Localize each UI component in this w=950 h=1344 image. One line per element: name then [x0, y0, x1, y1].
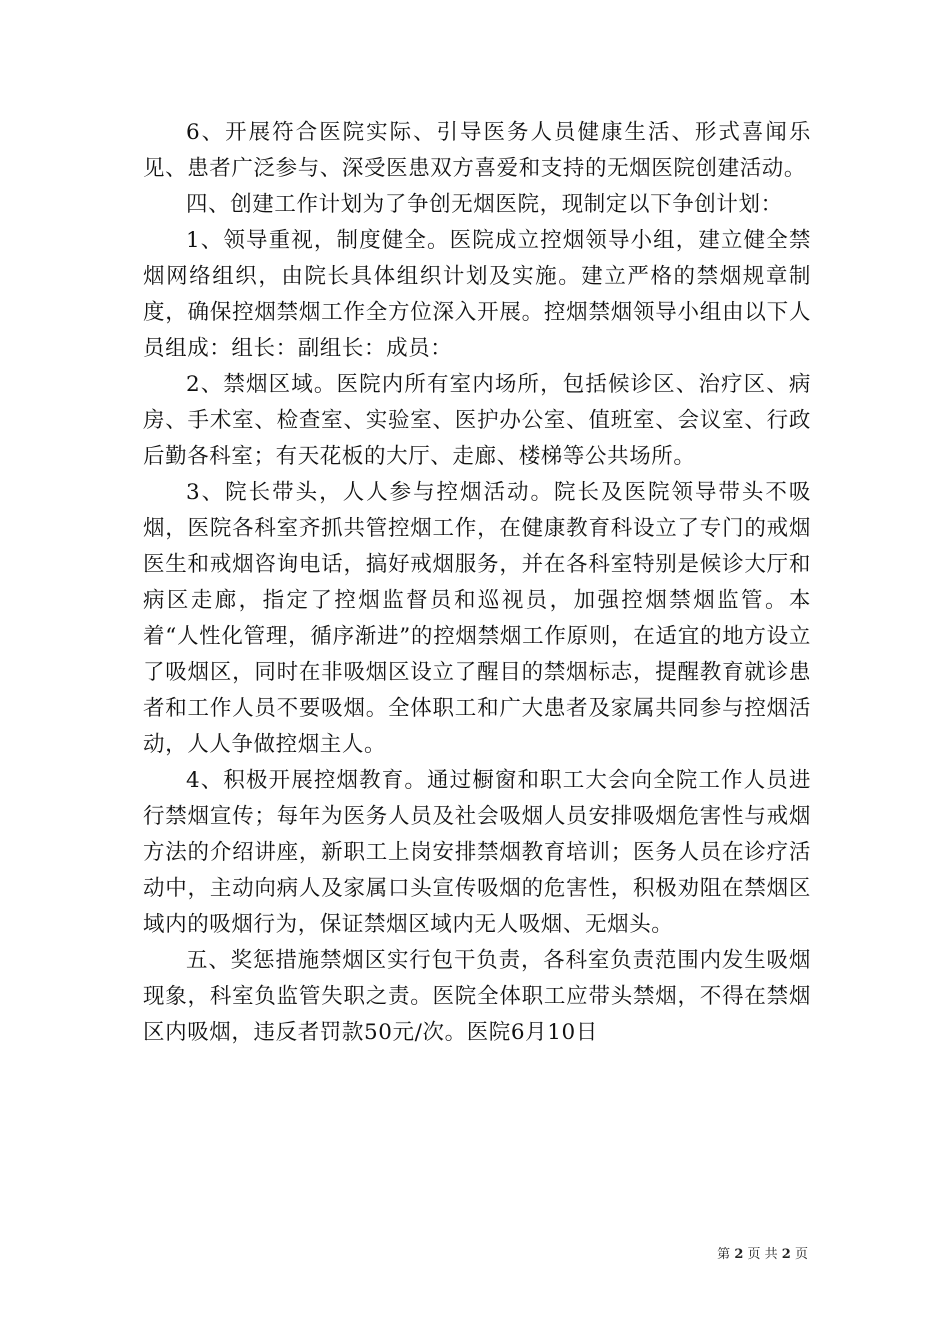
footer-prefix: 第	[717, 1247, 731, 1262]
paragraph-item-3: 3、院长带头，人人参与控烟活动。院长及医院领导带头不吸烟，医院各科室齐抓共管控烟工作，在健康教育科设立了专门的戒烟医生和戒烟咨询电话，搞好戒烟服务，并在各科室特别是候诊大厅和病区走廊，指定了控烟监督员和巡视员，加强控烟禁烟监管。本着“人性化管理，循序渐进”的控烟禁烟工作原则，在适宜的地方设立了吸烟区，同时在非吸烟区设立了醒目的禁烟标志，提醒教育就诊患者和工作人员不要吸烟。全体职工和广大患者及家属共同参与控烟活动，人人争做控烟主人。	[143, 480, 811, 757]
paragraph-item-2: 2、禁烟区域。医院内所有室内场所，包括候诊区、治疗区、病房、手术室、检查室、实验室、医护办公室、值班室、会议室、行政后勤各科室；有天花板的大厅、走廊、楼梯等公共场所。	[143, 372, 811, 469]
total-page-count: 2	[781, 1247, 791, 1262]
document-body	[143, 115, 811, 1051]
footer-suffix: 页	[794, 1247, 808, 1262]
footer-middle: 页 共	[747, 1247, 778, 1262]
section-5-paragraph: 五、奖惩措施禁烟区实行包干负责，各科室负责范围内发生吸烟现象，科室负监管失职之责。医院全体职工应带头禁烟，不得在禁烟区内吸烟，违反者罚款50元/次。医院6月10日	[143, 948, 811, 1045]
current-page-number: 2	[734, 1247, 744, 1262]
section-4-heading: 四、创建工作计划为了争创无烟医院，现制定以下争创计划：	[186, 192, 783, 217]
paragraph-item-1: 1、领导重视，制度健全。医院成立控烟领导小组，建立健全禁烟网络组织，由院长具体组织计划及实施。建立严格的禁烟规章制度，确保控烟禁烟工作全方位深入开展。控烟禁烟领导小组由以下人员组成：组长：副组长：成员：	[143, 228, 811, 361]
page-footer	[717, 1247, 808, 1263]
paragraph-item-6: 6、开展符合医院实际、引导医务人员健康生活、形式喜闻乐见、患者广泛参与、深受医患双方喜爱和支持的无烟医院创建活动。	[143, 120, 811, 181]
paragraph-item-4: 4、积极开展控烟教育。通过橱窗和职工大会向全院工作人员进行禁烟宣传；每年为医务人员及社会吸烟人员安排吸烟危害性与戒烟方法的介绍讲座，新职工上岗安排禁烟教育培训；医务人员在诊疗活动中，主动向病人及家属口头宣传吸烟的危害性，积极劝阻在禁烟区域内的吸烟行为，保证禁烟区域内无人吸烟、无烟头。	[143, 768, 811, 937]
